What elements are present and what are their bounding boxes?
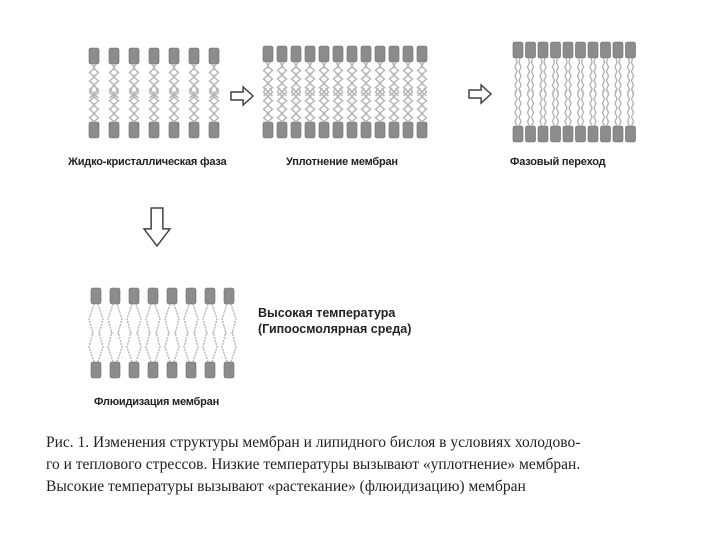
lipid-head xyxy=(186,362,196,378)
lipid-head xyxy=(291,122,301,138)
lipid-head xyxy=(319,46,329,62)
lipid-tail xyxy=(117,332,122,362)
lipid-head xyxy=(169,122,179,138)
lipid-tail xyxy=(628,58,630,94)
lipid-tail xyxy=(569,58,571,94)
lipid-head xyxy=(417,46,427,62)
lipid-tail xyxy=(515,90,517,126)
lipid-head xyxy=(91,362,101,378)
lipid-tail xyxy=(544,58,546,94)
lipid-head xyxy=(277,122,287,138)
lipid-tail xyxy=(578,90,580,126)
lipid-head xyxy=(209,48,219,64)
caption-line-2: го и теплового стрессов. Низкие температуры вызывают «уплотнение» мембран. xyxy=(46,456,581,473)
lipid-head xyxy=(588,42,598,58)
lipid-tail xyxy=(108,304,113,334)
lipid-head xyxy=(588,126,598,142)
bilayer-liquid-crystal xyxy=(89,48,219,138)
lipid-head xyxy=(389,46,399,62)
lipid-head xyxy=(110,362,120,378)
lipid-head xyxy=(576,126,586,142)
lipid-head xyxy=(91,288,101,304)
arrow-right-2 xyxy=(469,85,491,103)
high-temperature-label xyxy=(258,305,411,337)
lipid-tail xyxy=(174,304,179,334)
lipid-tail xyxy=(127,332,132,362)
lipid-head xyxy=(513,126,523,142)
lipid-tail xyxy=(528,58,530,94)
lipid-tail xyxy=(615,90,617,126)
lipid-head xyxy=(626,126,636,142)
lipid-tail xyxy=(607,58,609,94)
lipid-head xyxy=(375,122,385,138)
lipid-tail xyxy=(117,304,122,334)
lipid-tail xyxy=(590,90,592,126)
lipid-head xyxy=(149,122,159,138)
lipid-head xyxy=(551,42,561,58)
lipid-tail xyxy=(603,58,605,94)
lipid-tail xyxy=(632,90,634,126)
lipid-head xyxy=(403,46,413,62)
lipid-tail xyxy=(582,90,584,126)
arrow-right-1 xyxy=(231,87,253,105)
lipid-head xyxy=(613,42,623,58)
lipid-head xyxy=(375,46,385,62)
lipid-head xyxy=(89,48,99,64)
lipid-head xyxy=(417,122,427,138)
lipid-head xyxy=(361,46,371,62)
lipid-head xyxy=(189,48,199,64)
lipid-head xyxy=(129,288,139,304)
lipid-head xyxy=(403,122,413,138)
high-temperature-title: Высокая температура xyxy=(258,306,396,320)
lipid-tail xyxy=(146,332,151,362)
lipid-head xyxy=(189,122,199,138)
lipid-tail xyxy=(146,304,151,334)
lipid-tail xyxy=(203,304,208,334)
lipid-tail xyxy=(231,304,236,334)
lipid-tail xyxy=(553,58,555,94)
lipid-head xyxy=(347,122,357,138)
lipid-tail xyxy=(582,58,584,94)
lipid-tail xyxy=(540,58,542,94)
lipid-tail xyxy=(165,304,170,334)
lipid-tail xyxy=(212,332,217,362)
lipid-head xyxy=(347,46,357,62)
lipid-tail xyxy=(203,332,208,362)
bilayer-compaction xyxy=(263,46,427,138)
lipid-tail xyxy=(519,90,521,126)
lipid-tail xyxy=(565,90,567,126)
lipid-head xyxy=(563,126,573,142)
lipid-head xyxy=(263,122,273,138)
lipid-head xyxy=(551,126,561,142)
lipid-tail xyxy=(222,332,227,362)
lipid-tail xyxy=(155,332,160,362)
lipid-tail xyxy=(165,332,170,362)
lipid-head xyxy=(167,362,177,378)
lipid-tail xyxy=(565,58,567,94)
lipid-head xyxy=(319,122,329,138)
lipid-tail xyxy=(619,90,621,126)
lipid-head xyxy=(538,42,548,58)
lipid-tail xyxy=(184,304,189,334)
lipid-head xyxy=(277,46,287,62)
lipid-head xyxy=(109,48,119,64)
phase-transition-label: Фазовый переход xyxy=(510,156,606,168)
figure-caption xyxy=(46,432,686,498)
lipid-head xyxy=(291,46,301,62)
lipid-tail xyxy=(136,304,141,334)
lipid-tail xyxy=(515,58,517,94)
lipid-head xyxy=(224,362,234,378)
lipid-head xyxy=(110,288,120,304)
membrane-fluidization-label: Флюидизация мембран xyxy=(94,396,220,408)
lipid-tail xyxy=(184,332,189,362)
lipid-head xyxy=(129,362,139,378)
hypoosmolar-medium-label: (Гипоосмолярная среда) xyxy=(258,322,412,336)
lipid-tail xyxy=(193,304,198,334)
lipid-tail xyxy=(193,332,198,362)
lipid-tail xyxy=(231,332,236,362)
lipid-head xyxy=(389,122,399,138)
lipid-head xyxy=(513,42,523,58)
lipid-head xyxy=(205,288,215,304)
lipid-tail xyxy=(590,58,592,94)
lipid-tail xyxy=(594,58,596,94)
lipid-tail xyxy=(212,304,217,334)
lipid-tail xyxy=(615,58,617,94)
lipid-head xyxy=(167,288,177,304)
arrow-down xyxy=(144,208,170,246)
lipid-tail xyxy=(108,332,113,362)
lipid-head xyxy=(333,122,343,138)
bilayer-phase-transition xyxy=(513,42,636,142)
lipid-tail xyxy=(603,90,605,126)
lipid-tail xyxy=(528,90,530,126)
lipid-tail xyxy=(127,304,132,334)
lipid-head xyxy=(563,42,573,58)
lipid-head xyxy=(361,122,371,138)
liquid-crystal-phase-label: Жидко-кристаллическая фаза xyxy=(68,156,227,168)
lipid-head xyxy=(148,288,158,304)
lipid-head xyxy=(613,126,623,142)
lipid-tail xyxy=(557,58,559,94)
lipid-head xyxy=(149,48,159,64)
lipid-tail xyxy=(98,332,103,362)
lipid-head xyxy=(109,122,119,138)
lipid-head xyxy=(526,126,536,142)
lipid-tail xyxy=(544,90,546,126)
lipid-head xyxy=(305,46,315,62)
lipid-head xyxy=(576,42,586,58)
lipid-head xyxy=(601,42,611,58)
lipid-head xyxy=(148,362,158,378)
lipid-tail xyxy=(632,58,634,94)
membrane-compaction-label: Уплотнение мембран xyxy=(286,156,398,168)
lipid-head xyxy=(209,122,219,138)
lipid-tail xyxy=(569,90,571,126)
lipid-head xyxy=(186,288,196,304)
lipid-head xyxy=(129,48,139,64)
caption-line-3: Высокие температуры вызывают «растекание» (флюидизацию) мембран xyxy=(46,478,526,495)
lipid-tail xyxy=(607,90,609,126)
lipid-head xyxy=(538,126,548,142)
lipid-head xyxy=(89,122,99,138)
lipid-tail xyxy=(519,58,521,94)
lipid-tail xyxy=(540,90,542,126)
lipid-head xyxy=(526,42,536,58)
lipid-tail xyxy=(532,90,534,126)
lipid-tail xyxy=(89,332,94,362)
lipid-head xyxy=(205,362,215,378)
lipid-tail xyxy=(619,58,621,94)
lipid-head xyxy=(333,46,343,62)
lipid-head xyxy=(626,42,636,58)
lipid-tail xyxy=(174,332,179,362)
lipid-head xyxy=(129,122,139,138)
lipid-tail xyxy=(594,90,596,126)
bilayer-fluidization xyxy=(89,288,236,378)
lipid-tail xyxy=(89,304,94,334)
lipid-tail xyxy=(136,332,141,362)
lipid-tail xyxy=(553,90,555,126)
lipid-head xyxy=(601,126,611,142)
lipid-tail xyxy=(222,304,227,334)
lipid-tail xyxy=(557,90,559,126)
lipid-head xyxy=(169,48,179,64)
lipid-head xyxy=(305,122,315,138)
lipid-tail xyxy=(532,58,534,94)
caption-line-1: Рис. 1. Изменения структуры мембран и липидного бислоя в условиях холодово- xyxy=(46,434,581,451)
lipid-head xyxy=(224,288,234,304)
lipid-tail xyxy=(578,58,580,94)
lipid-head xyxy=(263,46,273,62)
lipid-tail xyxy=(155,304,160,334)
lipid-tail xyxy=(98,304,103,334)
lipid-tail xyxy=(628,90,630,126)
